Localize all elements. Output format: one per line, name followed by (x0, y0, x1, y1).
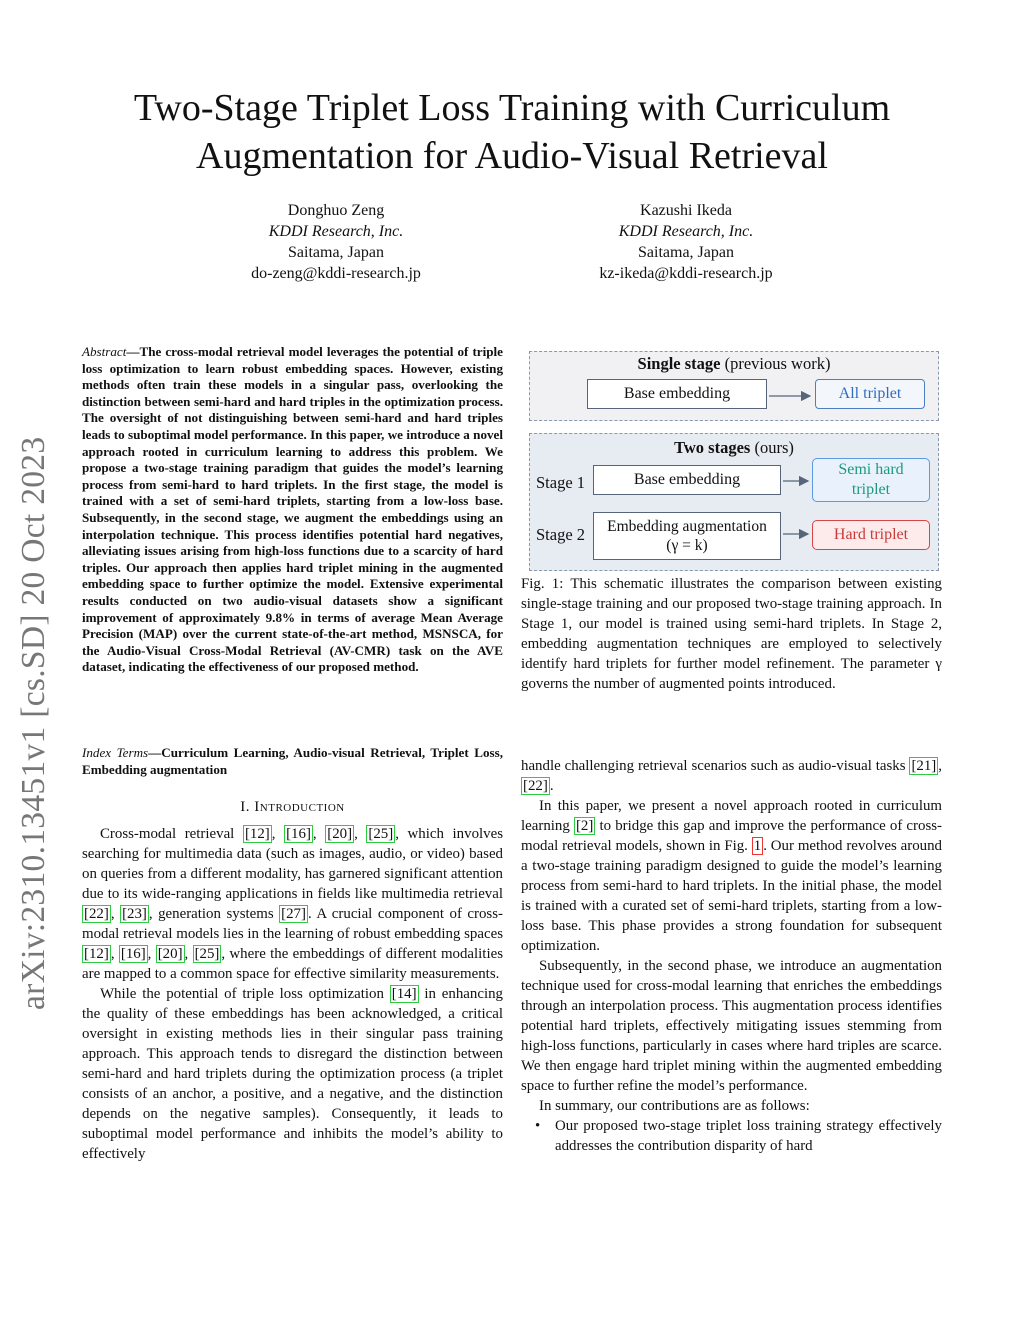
intro-paragraph-6: In summary, our contributions are as follows: (539, 1098, 810, 1114)
all-triplet-box: All triplet (815, 379, 925, 409)
citation-link[interactable]: [2] (575, 818, 594, 834)
author-name: Donghuo Zeng (287, 202, 385, 219)
section-heading-introduction: I. Introduction (240, 799, 345, 815)
citation-link[interactable]: [12] (84, 946, 109, 962)
two-stages-heading: Two stages (ours) (674, 438, 794, 457)
intro-paragraph-4: In this paper, we present a novel approach rooted in curriculum learning [2] to bridge this gap and improve the performance of cross-modal retrieval models, shown in Fig. 1 . Our method revolves around a two-stage training paradigm designed to guide the model’s learning process from semi-hard to hard triplets. In the initial phase, the model is trained with a curated set of semi-hard triplets, starting from a low-loss base. This phase provides a strong foundation for subsequent optimization. (521, 798, 942, 954)
contributions-list (521, 1116, 942, 1156)
arxiv-stamp: arXiv:2310.13451v1 [cs.SD] 20 Oct 2023 (15, 436, 52, 1010)
index-terms-lead: Index Terms (82, 745, 149, 760)
author-location: Saitama, Japan (638, 244, 734, 261)
citation-link[interactable]: [27] (281, 906, 306, 922)
author-name: Kazushi Ikeda (640, 202, 732, 219)
stage-1-label: Stage 1 (536, 473, 586, 492)
author-location: Saitama, Japan (288, 244, 384, 261)
intro-paragraph-3: handle challenging retrieval scenarios such as audio-visual tasks [21] , [22] . (521, 758, 942, 794)
citation-link[interactable]: [20] (327, 826, 353, 842)
citation-link[interactable]: [21] (911, 758, 937, 774)
abstract-text: —The cross-modal retrieval model leverages the potential of triple loss optimization to learn robust embedding spaces. However, existing methods often train these models in a singular pass, overlooking the distinction between semi-hard and hard triples in the optimization process. The oversight of not distinguishing between semi-hard and hard triples leads to suboptimal model performance. In this paper, we introduce a novel approach rooted in curriculum learning to address this problem. We propose a two-stage training paradigm that guides the model’s learning process from semi-hard to hard triplets. In the first stage, the model is trained with a set of semi-hard triplets, starting from a low-loss base. Subsequently, in the second stage, we augment the embeddings using an interpolation technique. This process identifies potential hard negatives, alleviating issues arising from high-loss functions due to a scarcity of hard triples. Our approach then applies hard triplet mining in the augmented embedding space to further optimize the model. Extensive experimental results conducted on two audio-visual datasets show a significant improvement of approximately 9.8% in terms of average Mean Average Precision (MAP) over the current state-of-the-art method, MSNSCA, for the Audio-Visual Cross-Modal Retrieval (AV-CMR) task on the AVE dataset, indicating the effectiveness of our proposed method. (82, 344, 503, 675)
citation-link[interactable]: [25] (194, 946, 220, 962)
index-terms-text: —Curriculum Learning, Audio-visual Retrieval, Triplet Loss, Embedding augmentation (82, 745, 503, 777)
citation-link[interactable]: [25] (368, 826, 394, 842)
figure-reference-link[interactable]: 1 (753, 838, 762, 854)
intro-paragraph-1: Cross-modal retrieval [12] , [16] , [20] , [25] , which involves searching for multimedia data (such as images, audio, or video) based on queries from a different modality, has garnered significant attention due to its wide-ranging applications in fields like multimedia retrieval [22] , [23] , generation systems [27] . A crucial component of cross-modal retrieval models lies in the learning of robust embedding spaces [12] , [16] , [20] , [25] , where the embeddings of different modalities are mapped to a common space for effective similarity measurements. (82, 826, 504, 982)
citation-link[interactable]: [12] (244, 826, 270, 842)
citation-link[interactable]: [16] (120, 946, 146, 962)
author-email: do-zeng@kddi-research.jp (251, 265, 421, 282)
list-item: • Our proposed two-stage triplet loss training strategy effectively addresses the contribution disparity of hard (555, 1116, 942, 1156)
citation-link[interactable]: [22] (84, 906, 109, 922)
intro-paragraph-5: Subsequently, in the second phase, we introduce an augmentation technique used for cross-modal learning that enriches the embeddings through an interpolation process. This augmentation process identifies potential hard triplets, effectively mitigating issues stemming from high-loss functions, particularly in cases where hard triples are scarce. We then engage hard triplet mining within the augmented embedding space to further refine the model’s performance. (521, 958, 942, 1094)
citation-link[interactable]: [16] (286, 826, 311, 842)
base-embedding-box: Base embedding (587, 379, 767, 409)
author-email: kz-ikeda@kddi-research.jp (599, 265, 773, 282)
paper-title: Two-Stage Triplet Loss Training with Curriculum Augmentation for Audio-Visual Retrieval (133, 87, 891, 177)
abstract-lead: Abstract (82, 344, 127, 359)
intro-right-column (521, 756, 942, 1156)
figure-1-caption: Fig. 1: This schematic illustrates the comparison between existing single-stage training and our proposed two-stage training approach. In Stage 1, our model is trained using semi-hard triplets. In Stage 2, embedding augmentation techniques are employed to selectively identify hard triplets for further model refinement. The parameter γ governs the number of augmented points introduced. (521, 576, 942, 692)
citation-link[interactable]: [14] (391, 986, 417, 1002)
author-affiliation: KDDI Research, Inc. (268, 223, 404, 240)
intro-paragraph-2: While the potential of triple loss optimization [14] in enhancing the quality of these embeddings has been acknowledged, a critical oversight in existing methods lies in their singular pass training approach. This approach tends to disregard the distinction between semi-hard and hard triplets during the optimization process (a triplet consists of an anchor, a positive, and a negative, and the distinction depends on the negative samples). Consequently, it leads to suboptimal model performance and inhibits the model’s ability to effectively (82, 986, 503, 1162)
single-stage-heading: Single stage (previous work) (637, 354, 831, 373)
citation-link[interactable]: [23] (122, 906, 147, 922)
stage-2-label: Stage 2 (536, 525, 586, 544)
citation-link[interactable]: [20] (157, 946, 183, 962)
base-embedding-box: Base embedding (593, 465, 781, 495)
semi-hard-triplet-box: Semi hard triplet (812, 458, 930, 502)
author-affiliation: KDDI Research, Inc. (618, 223, 754, 240)
hard-triplet-box: Hard triplet (812, 520, 930, 550)
embedding-augmentation-box: Embedding augmentation (γ = k) (593, 512, 781, 560)
citation-link[interactable]: [22] (523, 778, 548, 794)
